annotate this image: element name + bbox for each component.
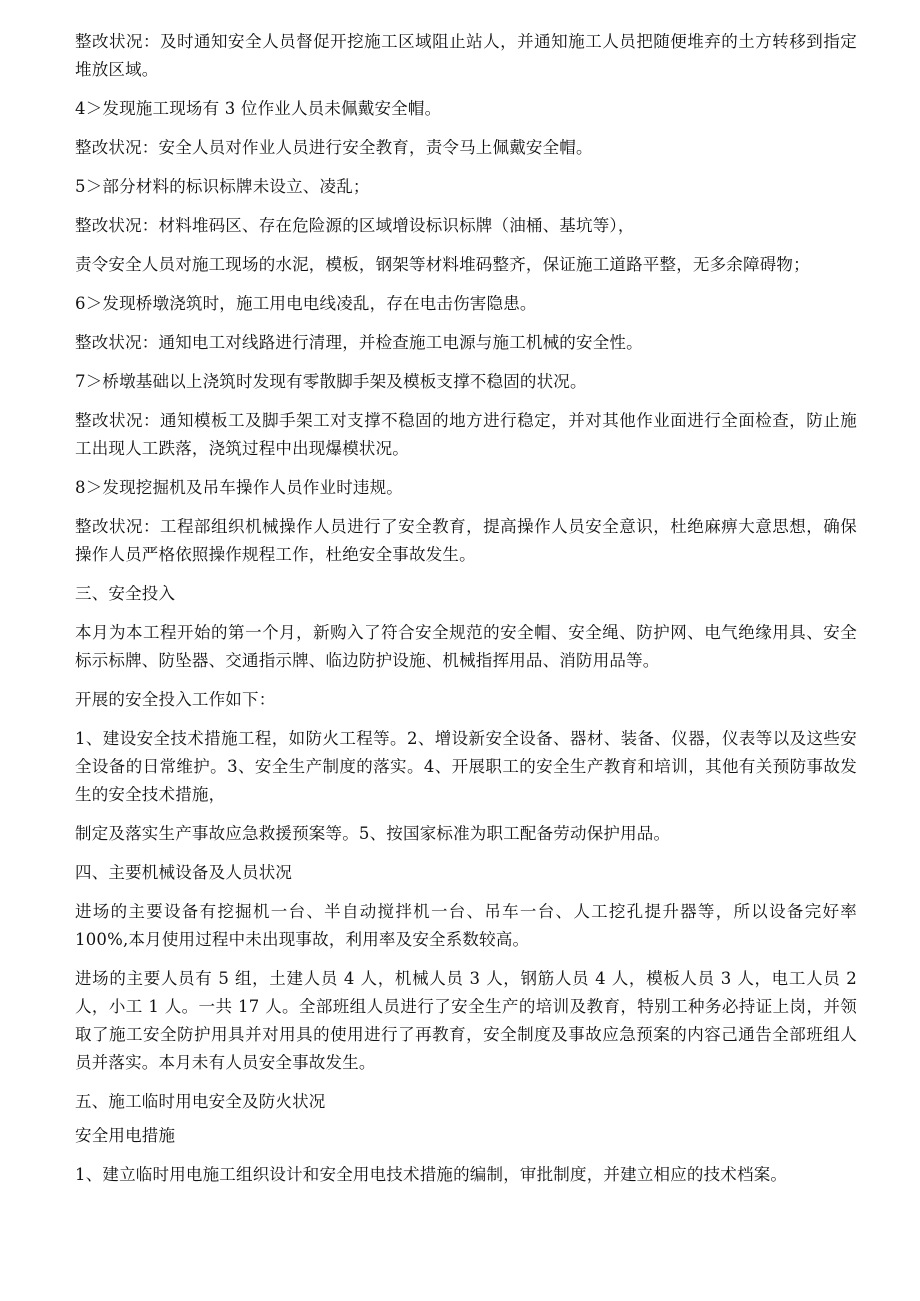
- paragraph-electricity-measure-1: 1、建立临时用电施工组织设计和安全用电技术措施的编制，审批制度，并建立相应的技术档案。: [75, 1165, 788, 1184]
- paragraph-equipment: 进场的主要设备有挖掘机一台、半自动搅拌机一台、吊车一台、人工挖孔提升器等，所以设备完好率 100%,本月使用过程中未出现事故，利用率及安全系数较高。: [75, 902, 857, 949]
- paragraph-issue-6: 6＞发现桥墩浇筑时，施工用电电线凌乱，存在电击伤害隐患。: [75, 294, 537, 313]
- paragraph-investment-items-cont: 制定及落实生产事故应急救援预案等。5、按国家标准为职工配备劳动保护用品。: [75, 824, 671, 843]
- paragraph-rectify-7: 整改状况：通知模板工及脚手架工对支撑不稳固的地方进行稳定，并对其他作业面进行全面检查，防止施工出现人工跌落，浇筑过程中出现爆模状况。: [75, 411, 857, 458]
- paragraph-issue-5: 5＞部分材料的标识标牌未设立、凌乱；: [75, 177, 370, 196]
- section-heading-equipment-personnel: 四、主要机械设备及人员状况: [75, 863, 293, 882]
- section-heading-electricity-fire: 五、施工临时用电安全及防火状况: [75, 1092, 326, 1111]
- paragraph-rectify-4: 整改状况：安全人员对作业人员进行安全教育，责令马上佩戴安全帽。: [75, 138, 593, 157]
- paragraph-rectify-1: 整改状况：及时通知安全人员督促开挖施工区域阻止站人，并通知施工人员把随便堆弃的土方转移到指定堆放区域。: [75, 32, 857, 79]
- document-page: [75, 28, 857, 1200]
- paragraph-rectify-8: 整改状况：工程部组织机械操作人员进行了安全教育，提高操作人员安全意识，杜绝麻痹大意思想，确保操作人员严格依照操作规程工作，杜绝安全事故发生。: [75, 517, 857, 564]
- paragraph-investment-summary: 本月为本工程开始的第一个月，新购入了符合安全规范的安全帽、安全绳、防护网、电气绝缘用具、安全标示标牌、防坠器、交通指示牌、临边防护设施、机械指挥用品、消防用品等。: [75, 623, 857, 670]
- paragraph-rectify-6: 整改状况：通知电工对线路进行清理，并检查施工电源与施工机械的安全性。: [75, 333, 643, 352]
- paragraph-investment-items: 1、建设安全技术措施工程，如防火工程等。2、增设新安全设备、器材、装备、仪器，仪表等以及这些安全设备的日常维护。3、安全生产制度的落实。4、开展职工的安全生产教育和培训，其他有关预防事故发生的安全技术措施，: [75, 729, 857, 804]
- section-heading-safety-investment: 三、安全投入: [75, 584, 176, 603]
- subheading-electricity-measures: 安全用电措施: [75, 1126, 176, 1145]
- paragraph-issue-4: 4＞发现施工现场有 3 位作业人员未佩戴安全帽。: [75, 99, 442, 118]
- paragraph-personnel: 进场的主要人员有 5 组，土建人员 4 人，机械人员 3 人，钢筋人员 4 人，模板人员 3 人，电工人员 2 人，小工 1 人。一共 17 人。全部班组人员进行了安全生产的培训及教育，特别工种务必持证上岗，并领取了施工安全防护用具并对用具的使用进行了再教育，安全制度及事故应急预案的内容己通告全部班组人员并落实。本月未有人员安全事故发生。: [75, 969, 857, 1072]
- paragraph-issue-8: 8＞发现挖掘机及吊车操作人员作业时违规。: [75, 478, 403, 497]
- paragraph-investment-intro: 开展的安全投入工作如下：: [75, 690, 276, 709]
- paragraph-rectify-5-cont: 责令安全人员对施工现场的水泥，模板，钢架等材料堆码整齐，保证施工道路平整，无多余障碍物；: [75, 255, 810, 274]
- paragraph-rectify-5: 整改状况：材料堆码区、存在危险源的区域增设标识标牌（油桶、基坑等），: [75, 216, 635, 235]
- paragraph-issue-7: 7＞桥墩基础以上浇筑时发现有零散脚手架及模板支撑不稳固的状况。: [75, 372, 587, 391]
